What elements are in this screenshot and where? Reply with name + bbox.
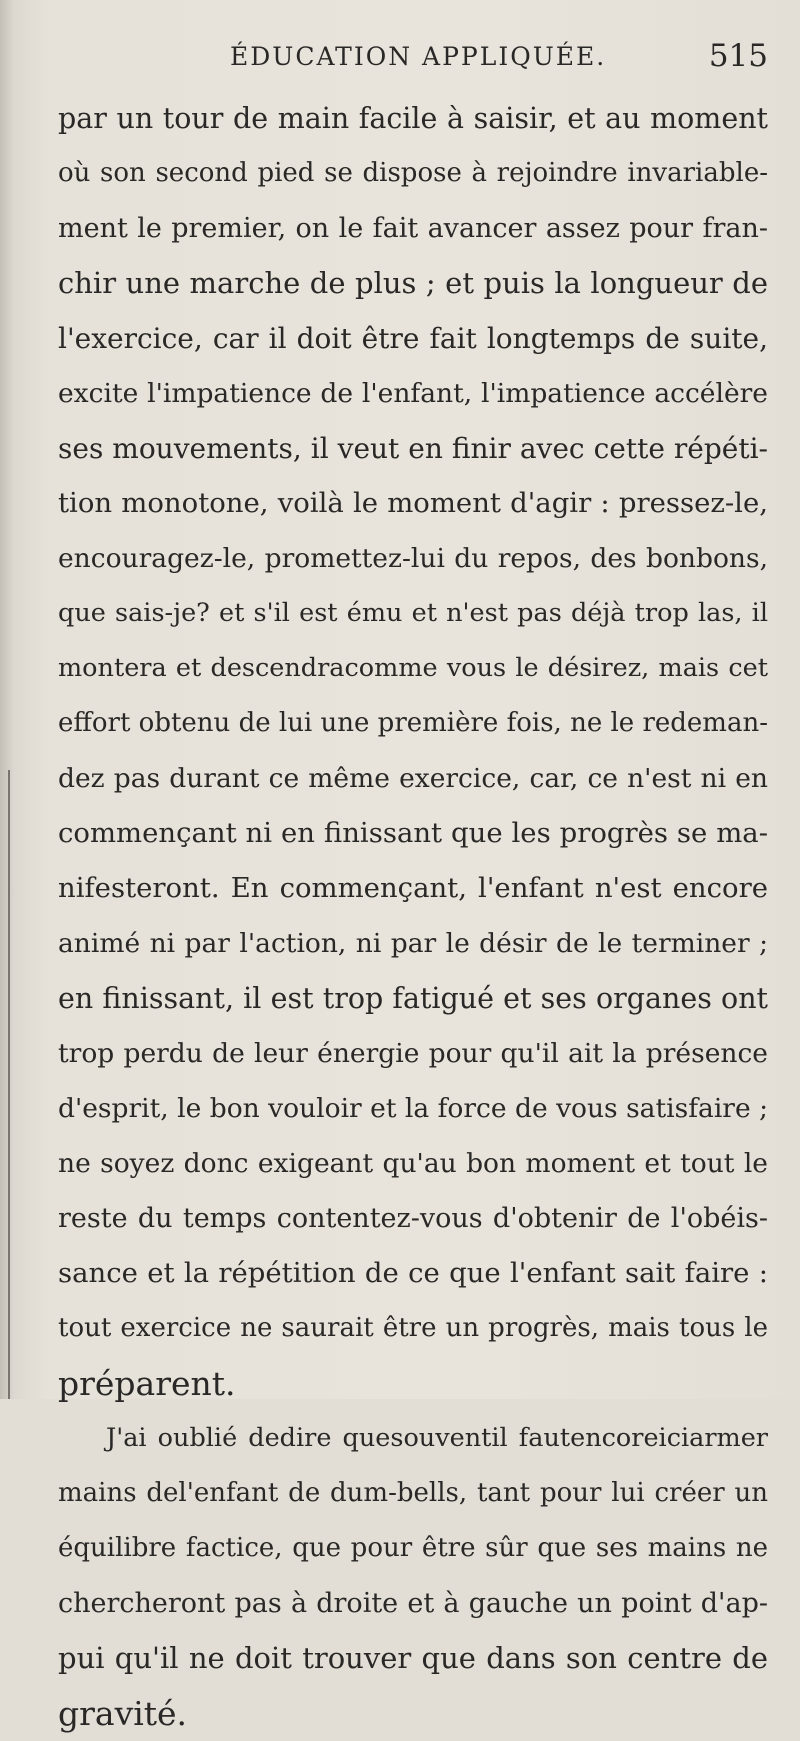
margin-rule bbox=[8, 770, 10, 1399]
text-line: tout exercice ne saurait être un progrès, mais tous le bbox=[58, 1313, 768, 1343]
text-line: où son second pied se dispose à rejoindre invariable- bbox=[58, 158, 768, 188]
text-line: tion monotone, voilà le moment d'agir : pressez-le, bbox=[58, 487, 768, 519]
text-line: d'esprit, le bon vouloir et la force de vous satisfaire ; bbox=[58, 1093, 768, 1124]
text-line: encouragez-le, promettez-lui du repos, des bonbons, bbox=[58, 543, 768, 574]
running-header bbox=[58, 36, 768, 80]
text-line: ment le premier, on le fait avancer assez pour fran- bbox=[58, 213, 768, 244]
text-line: effort obtenu de lui une première fois, ne le redeman- bbox=[58, 708, 768, 738]
text-line: pui qu'il ne doit trouver que dans son centre de bbox=[58, 1641, 768, 1675]
text-line: chercheront pas à droite et à gauche un point d'ap- bbox=[58, 1588, 768, 1619]
text-line: nifesteront. En commençant, l'enfant n'est encore bbox=[58, 872, 768, 904]
text-line: montera et descendracomme vous le désirez, mais cet bbox=[58, 653, 768, 683]
text-line: par un tour de main facile à saisir, et au moment bbox=[58, 102, 768, 135]
text-line: en finissant, il est trop fatigué et ses organes ont bbox=[58, 982, 768, 1015]
text-line: excite l'impatience de l'enfant, l'impatience accélère bbox=[58, 378, 768, 409]
text-line: équilibre factice, que pour être sûr que ses mains ne bbox=[58, 1533, 768, 1563]
page-fold-shadow bbox=[0, 0, 14, 1399]
paragraph-end-line: gravité. bbox=[58, 1694, 188, 1733]
text-line: commençant ni en finissant que les progrès se ma- bbox=[58, 817, 768, 849]
paragraph-start-line: J'ai oublié dedire quesouventil fautencoreiciarmer bbox=[106, 1423, 768, 1453]
text-line: ses mouvements, il veut en finir avec cette répéti- bbox=[58, 432, 768, 465]
text-line: mains del'enfant de dum-bells, tant pour lui créer un bbox=[58, 1478, 768, 1508]
text-line: animé ni par l'action, ni par le désir de le terminer ; bbox=[58, 928, 768, 959]
paragraph-end-line: préparent. bbox=[58, 1364, 236, 1403]
text-line: ne soyez donc exigeant qu'au bon moment et tout le bbox=[58, 1148, 768, 1179]
body-text bbox=[58, 91, 768, 1741]
running-title: ÉDUCATION APPLIQUÉE. bbox=[230, 42, 607, 71]
text-line: l'exercice, car il doit être fait longtemps de suite, bbox=[58, 322, 768, 355]
text-line: que sais-je? et s'il est ému et n'est pas déjà trop las, il bbox=[58, 598, 768, 628]
text-line: reste du temps contentez-vous d'obtenir de l'obéis- bbox=[58, 1203, 768, 1234]
page-number: 515 bbox=[708, 38, 768, 74]
text-line: trop perdu de leur énergie pour qu'il ait la présence bbox=[58, 1038, 768, 1069]
text-line: chir une marche de plus ; et puis la longueur de bbox=[58, 266, 768, 300]
text-line: dez pas durant ce même exercice, car, ce n'est ni en bbox=[58, 763, 768, 794]
text-line: sance et la répétition de ce que l'enfant sait faire : bbox=[58, 1257, 768, 1289]
